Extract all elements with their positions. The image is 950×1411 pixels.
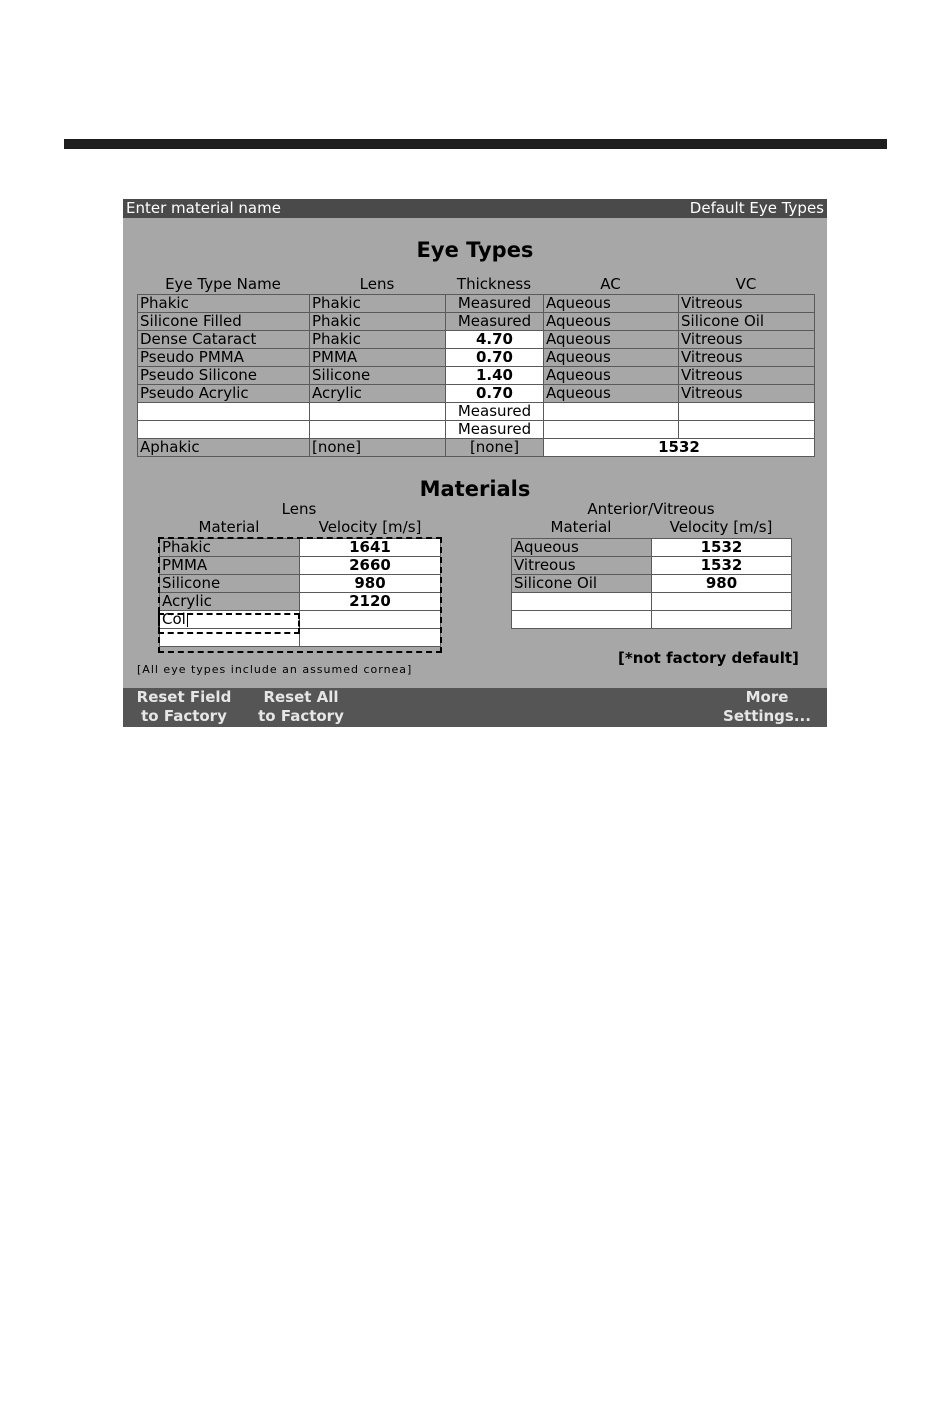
lens-cell[interactable]: Phakic <box>310 331 446 349</box>
thickness-cell[interactable]: [none] <box>446 439 544 457</box>
col-header-thickness: Thickness <box>456 275 532 293</box>
ac-cell[interactable] <box>544 421 679 439</box>
eye-type-name-cell[interactable]: Pseudo Acrylic <box>138 385 310 403</box>
ac-cell[interactable] <box>544 403 679 421</box>
text-cursor <box>187 613 188 627</box>
anterior-col-material: Material <box>550 518 612 536</box>
material-name-input-text: Col <box>162 610 186 628</box>
material-cell[interactable] <box>512 593 652 611</box>
softkey-label-line2: to Factory <box>258 707 344 725</box>
vc-cell[interactable]: Vitreous <box>679 295 815 313</box>
material-cell[interactable]: Acrylic <box>160 593 300 611</box>
thickness-cell[interactable]: 4.70 <box>446 331 544 349</box>
status-prompt: Enter material name <box>126 199 281 217</box>
velocity-cell[interactable] <box>652 593 792 611</box>
reset-all-to-factory-button[interactable] <box>249 688 353 726</box>
velocity-cell[interactable]: 1641 <box>300 539 441 557</box>
vc-cell[interactable] <box>679 403 815 421</box>
eye-type-name-cell[interactable]: Phakic <box>138 295 310 313</box>
eye-type-name-cell[interactable]: Pseudo Silicone <box>138 367 310 385</box>
velocity-cell[interactable]: 2120 <box>300 593 441 611</box>
col-header-vc: VC <box>735 275 757 293</box>
material-cell[interactable]: Vitreous <box>512 557 652 575</box>
eye-type-name-cell[interactable] <box>138 421 310 439</box>
table-row[interactable] <box>160 557 441 575</box>
lens-materials-table <box>159 538 441 647</box>
table-row[interactable] <box>512 575 792 593</box>
thickness-cell[interactable]: Measured <box>446 403 544 421</box>
table-row[interactable] <box>138 403 815 421</box>
vc-cell[interactable]: Vitreous <box>679 367 815 385</box>
table-row[interactable] <box>512 611 792 629</box>
ac-cell[interactable]: Aqueous <box>544 313 679 331</box>
title-bar <box>123 199 827 218</box>
lens-col-material: Material <box>198 518 260 536</box>
col-header-eye-type-name: Eye Type Name <box>165 275 281 293</box>
anterior-col-velocity: Velocity [m/s] <box>669 518 773 536</box>
velocity-cell[interactable]: 980 <box>652 575 792 593</box>
thickness-cell[interactable]: 1.40 <box>446 367 544 385</box>
table-row[interactable] <box>138 421 815 439</box>
aphakic-velocity-cell[interactable]: 1532 <box>544 439 815 457</box>
lens-cell[interactable]: PMMA <box>310 349 446 367</box>
table-row[interactable] <box>160 575 441 593</box>
eye-type-name-cell[interactable]: Pseudo PMMA <box>138 349 310 367</box>
eye-type-name-cell[interactable]: Aphakic <box>138 439 310 457</box>
material-cell[interactable] <box>512 611 652 629</box>
more-settings-button[interactable] <box>717 688 817 726</box>
ac-cell[interactable]: Aqueous <box>544 295 679 313</box>
velocity-cell[interactable]: 1532 <box>652 539 792 557</box>
vc-cell[interactable] <box>679 421 815 439</box>
table-row[interactable] <box>138 295 815 313</box>
table-row[interactable] <box>138 313 815 331</box>
top-divider-bar <box>64 139 887 149</box>
table-row[interactable] <box>512 557 792 575</box>
table-row-aphakic[interactable] <box>138 439 815 457</box>
lens-cell[interactable] <box>310 403 446 421</box>
material-name-input[interactable] <box>160 611 300 629</box>
eye-types-heading: Eye Types <box>416 238 534 262</box>
device-screen <box>123 199 827 727</box>
lens-cell[interactable]: [none] <box>310 439 446 457</box>
thickness-cell[interactable]: Measured <box>446 313 544 331</box>
thickness-cell[interactable]: Measured <box>446 421 544 439</box>
velocity-cell[interactable] <box>652 611 792 629</box>
velocity-cell[interactable]: 2660 <box>300 557 441 575</box>
softkey-label-line1: Reset All <box>263 688 339 706</box>
lens-cell[interactable]: Phakic <box>310 295 446 313</box>
softkey-label-line1: More <box>745 688 789 706</box>
screen-title: Default Eye Types <box>689 199 824 217</box>
velocity-cell[interactable] <box>300 629 441 647</box>
ac-cell[interactable]: Aqueous <box>544 385 679 403</box>
lens-cell[interactable]: Acrylic <box>310 385 446 403</box>
ac-cell[interactable]: Aqueous <box>544 349 679 367</box>
material-cell[interactable] <box>160 629 300 647</box>
thickness-cell[interactable]: 0.70 <box>446 385 544 403</box>
thickness-cell[interactable]: 0.70 <box>446 349 544 367</box>
softkey-label-line1: Reset Field <box>136 688 232 706</box>
eye-type-name-cell[interactable]: Dense Cataract <box>138 331 310 349</box>
ac-cell[interactable]: Aqueous <box>544 331 679 349</box>
lens-cell[interactable]: Silicone <box>310 367 446 385</box>
table-row[interactable] <box>512 593 792 611</box>
lens-col-velocity: Velocity [m/s] <box>318 518 422 536</box>
material-cell[interactable]: Phakic <box>160 539 300 557</box>
eye-types-table <box>137 294 815 457</box>
material-cell[interactable]: Aqueous <box>512 539 652 557</box>
table-row[interactable] <box>160 629 441 647</box>
softkey-label-line2: Settings... <box>723 707 811 725</box>
lens-cell[interactable]: Phakic <box>310 313 446 331</box>
table-row[interactable] <box>512 539 792 557</box>
table-row[interactable] <box>138 331 815 349</box>
softkey-label-line2: to Factory <box>141 707 227 725</box>
table-row[interactable] <box>138 367 815 385</box>
vc-cell[interactable]: Vitreous <box>679 349 815 367</box>
vc-cell[interactable]: Vitreous <box>679 385 815 403</box>
eye-type-name-cell[interactable] <box>138 403 310 421</box>
eye-type-name-cell[interactable]: Silicone Filled <box>138 313 310 331</box>
ac-cell[interactable]: Aqueous <box>544 367 679 385</box>
cornea-note: [All eye types include an assumed cornea] <box>137 663 413 676</box>
vc-cell[interactable]: Silicone Oil <box>679 313 815 331</box>
col-header-ac: AC <box>600 275 621 293</box>
not-factory-default-note: [*not factory default] <box>618 649 799 667</box>
thickness-cell[interactable]: Measured <box>446 295 544 313</box>
table-row-editing[interactable] <box>160 611 441 629</box>
velocity-cell[interactable]: 1532 <box>652 557 792 575</box>
material-cell[interactable]: PMMA <box>160 557 300 575</box>
anterior-group-label: Anterior/Vitreous <box>587 500 715 518</box>
table-row[interactable] <box>160 539 441 557</box>
lens-cell[interactable] <box>310 421 446 439</box>
table-row[interactable] <box>138 349 815 367</box>
velocity-cell[interactable] <box>300 611 441 629</box>
vc-cell[interactable]: Vitreous <box>679 331 815 349</box>
softkey-bar <box>123 688 827 727</box>
lens-group-label: Lens <box>281 500 317 518</box>
material-cell[interactable]: Silicone <box>160 575 300 593</box>
col-header-lens: Lens <box>359 275 395 293</box>
table-row[interactable] <box>160 593 441 611</box>
velocity-cell[interactable]: 980 <box>300 575 441 593</box>
reset-field-to-factory-button[interactable] <box>129 688 239 726</box>
materials-heading: Materials <box>419 477 531 501</box>
table-row[interactable] <box>138 385 815 403</box>
material-cell[interactable]: Silicone Oil <box>512 575 652 593</box>
anterior-materials-table <box>511 538 792 629</box>
